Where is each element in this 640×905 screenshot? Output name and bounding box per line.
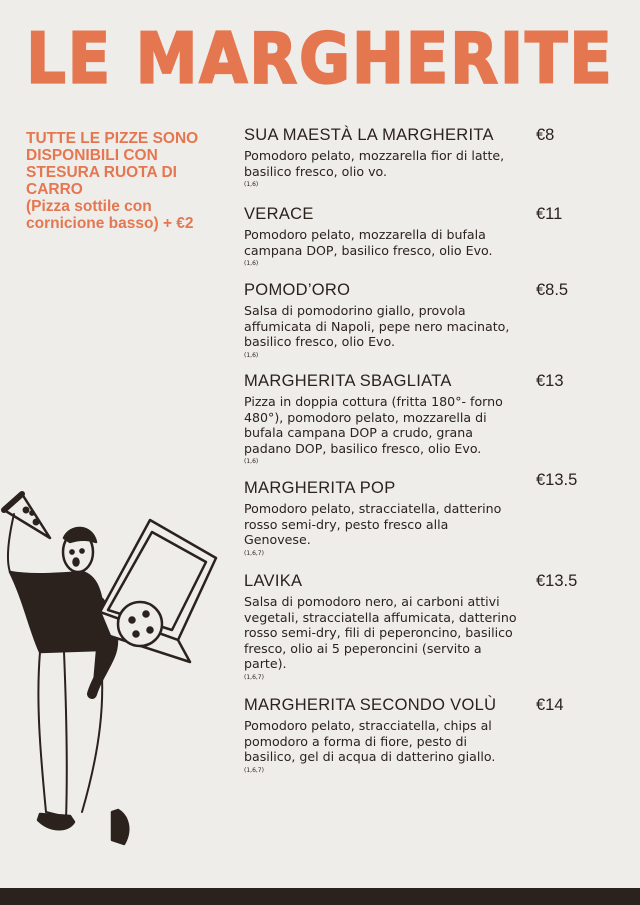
menu-item-price: €14 [536,696,564,714]
menu-item-price: €13.5 [536,471,578,489]
menu-item-name: POMOD’ORO [244,281,351,299]
menu-item-price: €13.5 [536,572,578,590]
menu-item-description: Pomodoro pelato, mozzarella di bufala campana DOP, basilico fresco, olio Evo. [244,227,493,258]
menu-item-name: SUA MAESTÀ LA MARGHERITA [244,126,494,144]
pizza-delivery-person-illustration [0,480,230,860]
menu-item-price: €13 [536,372,564,390]
menu-item-name: LAVIKA [244,572,303,590]
menu-item-description: Pomodoro pelato, stracciatella, chips al pomodoro a forma di fiore, pesto di basilico, gel di acqua di datterino giallo. [244,718,496,764]
menu-item-price: €8.5 [536,281,569,299]
menu-item-allergens: (1,6) [244,351,259,359]
menu-item-description: Pomodoro pelato, mozzarella fior di latte, basilico fresco, olio vo. [244,148,505,179]
menu-item-description: Pizza in doppia cottura (fritta 180°- forno 480°), pomodoro pelato, mozzarella di bufala campana DOP a crudo, grana padano DOP, basilico fresco, olio Evo. [244,394,503,456]
menu-item [244,281,614,359]
menu-item-allergens: (1,6) [244,260,259,267]
menu-item-allergens: (1,6,7) [244,673,264,681]
menu-item-price: €11 [536,205,563,223]
menu-item-price: €8 [536,126,555,144]
footer-bar [0,888,640,905]
menu-item [244,372,614,465]
menu-item-allergens: (1,6) [244,181,259,188]
menu-item [244,572,614,681]
side-note [26,130,216,232]
menu-item [244,126,614,188]
menu-item-name: VERACE [244,205,314,223]
menu-item-name: MARGHERITA POP [244,479,396,497]
menu-item-name: MARGHERITA SBAGLIATA [244,372,452,390]
menu-item-name: MARGHERITA SECONDO VOLÙ [244,696,497,714]
menu-item [244,471,614,557]
menu-item-description: Salsa di pomodorino giallo, provola affumicata di Napoli, pepe nero macinato, basilico fresco, olio Evo. [244,303,510,349]
side-note-text: TUTTE LE PIZZE SONO DISPONIBILI CON STESURA RUOTA DI CARRO [26,130,199,198]
menu-item-description: Salsa di pomodoro nero, ai carboni attivi vegetali, stracciatella affumicata, datterino rosso semi-dry, fili di peperoncino, basilico fresco, olio ai 5 peperoncini (servito a parte). [244,594,517,671]
menu-item-allergens: (1,6,7) [244,549,264,557]
page-title: LE MARGHERITE [26,17,614,100]
menu-item-allergens: (1,6,7) [244,766,264,774]
menu-item-description: Pomodoro pelato, stracciatella, datterino rosso semi-dry, pesto fresco alla Genovese. [244,501,502,547]
menu-item-allergens: (1,6) [244,458,259,465]
side-note-subtext: (Pizza sottile con cornicione basso) + €2 [26,198,194,232]
menu-item [244,205,614,267]
menu-item [244,696,614,774]
